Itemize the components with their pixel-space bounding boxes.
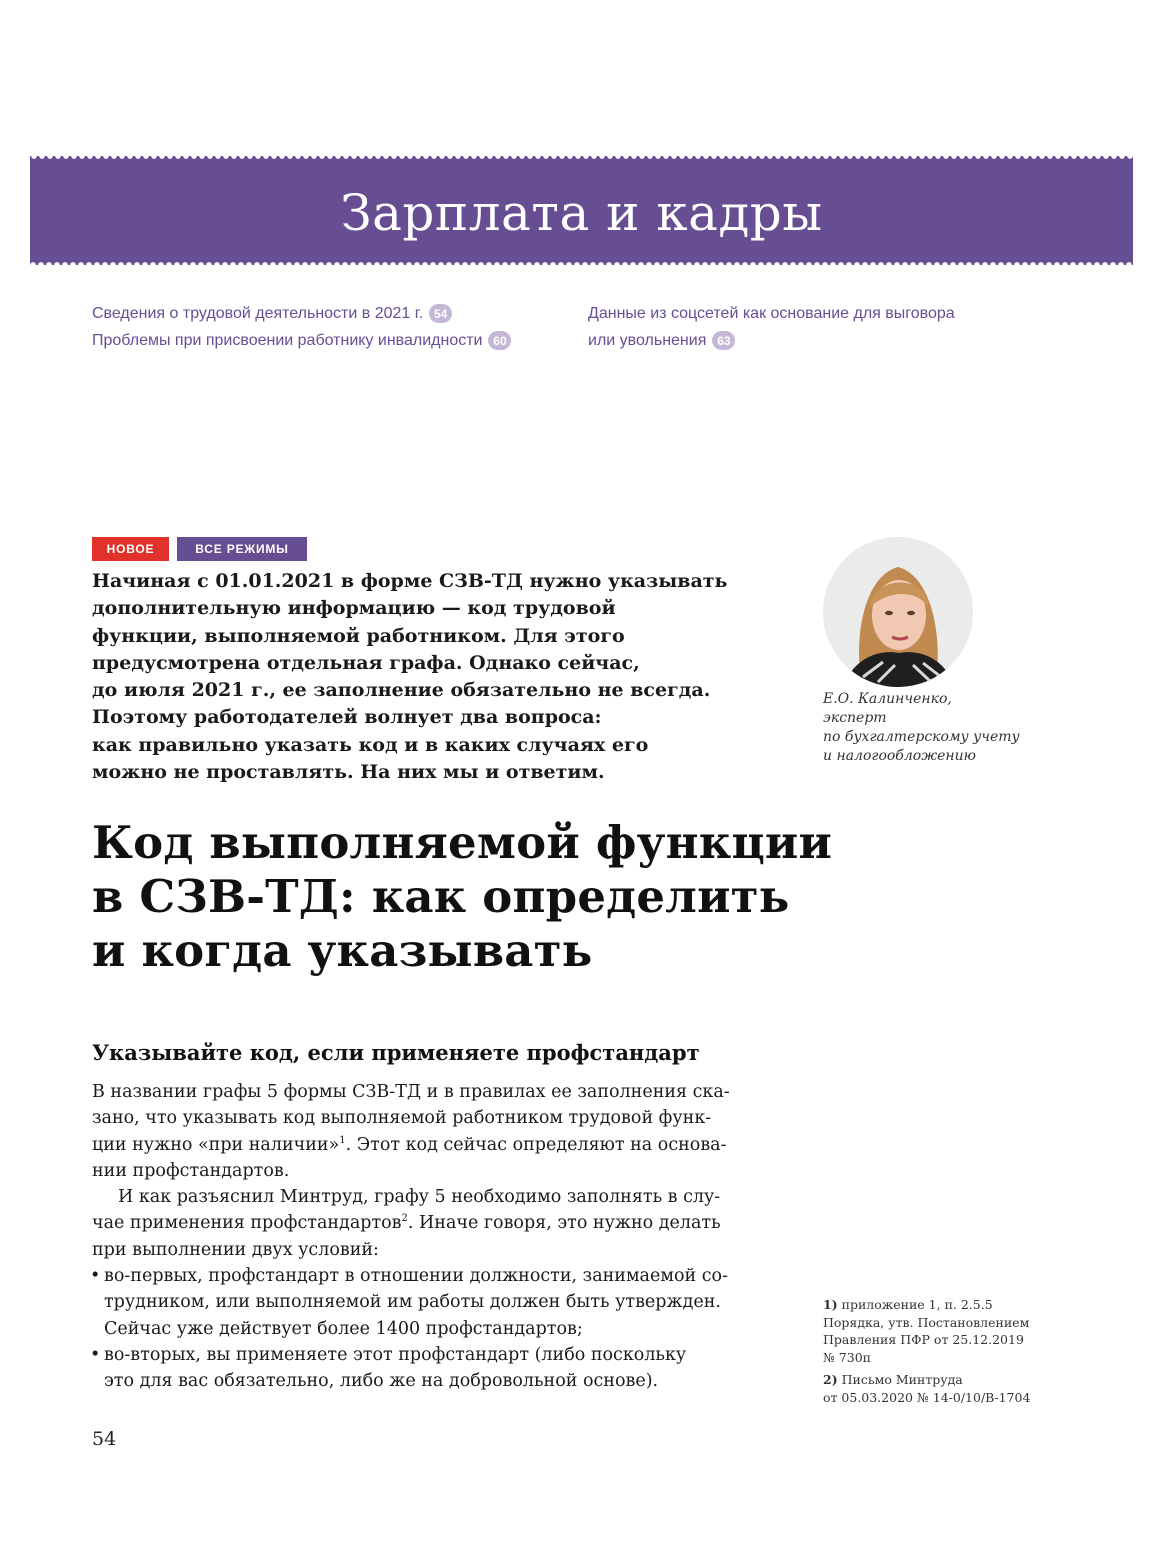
footnote-ref[interactable]: 1 [339, 1134, 346, 1146]
body-line: нии профстандартов. [92, 1160, 290, 1181]
toc-page-badge: 63 [712, 331, 735, 350]
tag-all-modes: ВСЕ РЕЖИМЫ [177, 537, 307, 561]
footnote-number: 2) [823, 1372, 838, 1387]
lead-line: дополнительную информацию — код трудовой [92, 597, 616, 620]
body-line: при выполнении двух условий: [92, 1239, 379, 1260]
toc-item-label: Проблемы при присвоении работнику инвалидности [92, 331, 483, 349]
footnotes [823, 1296, 1063, 1411]
toc-page-badge: 60 [488, 331, 511, 350]
toc-item[interactable] [92, 300, 511, 327]
body-line: И как разъяснил Минтруд, графу 5 необходимо заполнять в слу- [118, 1187, 721, 1208]
footnote-ref[interactable]: 2 [401, 1213, 408, 1225]
toc-item-label: Данные из соцсетей как основание для выговора [588, 304, 955, 322]
lead-line: Начиная с 01.01.2021 в форме СЗВ-ТД нужно указывать [92, 570, 728, 592]
headline-line: Код выполняемой функции [92, 816, 833, 869]
footnote-number: 1) [823, 1297, 838, 1312]
article-headline [92, 816, 832, 978]
section-banner [30, 156, 1133, 265]
lead-line: как правильно указать код и в каких случаях его [92, 733, 649, 756]
author-portrait-icon [823, 537, 973, 687]
toc-item[interactable] [92, 327, 511, 354]
headline-line: в СЗВ-ТД: как определить [92, 870, 790, 923]
headline-line: и когда указывать [92, 924, 593, 977]
body-text: . Этот код сейчас определяют на основа- [345, 1134, 727, 1155]
body-line: зано, что указывать код выполняемой работником трудовой функ- [92, 1108, 712, 1129]
footnote-text: Письмо Минтруда [841, 1372, 963, 1387]
toc-item-continued[interactable] [588, 327, 955, 354]
bullet-line: Сейчас уже действует более 1400 профстандартов; [104, 1318, 583, 1339]
tag-new: НОВОЕ [92, 537, 169, 561]
toc-item-label: или увольнения [588, 331, 707, 349]
footnote [823, 1371, 1063, 1406]
lead-line: Поэтому работодателей волнует два вопроса: [92, 706, 602, 729]
body-line [92, 1132, 772, 1158]
body-line [92, 1210, 772, 1236]
bullet-line: это для вас обязательно, либо же на добровольной основе). [104, 1371, 659, 1392]
body-text: . Иначе говоря, это нужно делать [407, 1213, 721, 1234]
lead-line: функции, выполняемой работником. Для этого [92, 624, 625, 647]
footnote-text: от 05.03.2020 № 14-0/10/В-1704 [823, 1389, 1031, 1405]
body-text: ции нужно «при наличии» [92, 1134, 340, 1155]
section-title: Зарплата и кадры [340, 183, 823, 242]
footnote-text: Порядка, утв. Постановлением [823, 1314, 1030, 1330]
toc-item-label: Сведения о трудовой деятельности в 2021 г. [92, 304, 424, 322]
article-lead [92, 568, 772, 786]
toc-left [92, 300, 511, 354]
footnote-text: приложение 1, п. 2.5.5 [841, 1297, 993, 1312]
author-role: и налогообложению [823, 748, 976, 764]
lead-line: предусмотрена отдельная графа. Однако сейчас, [92, 651, 640, 674]
bullet-line: • во-первых, профстандарт в отношении должности, занимаемой со- [92, 1263, 772, 1289]
article-body [92, 1079, 772, 1395]
author-role: эксперт [823, 710, 887, 726]
bullet-line: трудником, или выполняемой им работы должен быть утвержден. [104, 1292, 721, 1313]
author-role: по бухгалтерскому учету [823, 729, 1020, 745]
toc-page-badge: 54 [429, 304, 452, 323]
footnote [823, 1296, 1063, 1366]
body-line: В названии графы 5 формы СЗВ-ТД и в правилах ее заполнения ска- [92, 1082, 730, 1102]
footnote-text: Правления ПФР от 25.12.2019 [823, 1332, 1024, 1347]
body-text: чае применения профстандартов [92, 1213, 402, 1234]
article-tags [92, 537, 307, 561]
bullet-line: • во-вторых, вы применяете этот профстандарт (либо поскольку [92, 1342, 772, 1368]
author-photo [823, 537, 973, 687]
toc-right [588, 300, 955, 354]
author-caption [823, 690, 1020, 766]
section-subheading: Указывайте код, если применяете профстандарт [92, 1040, 700, 1065]
lead-line: можно не проставлять. На них мы и ответим. [92, 761, 605, 784]
toc-item[interactable] [588, 300, 955, 327]
lead-line: до июля 2021 г., ее заполнение обязательно не всегда. [92, 679, 711, 702]
page-number: 54 [92, 1428, 117, 1450]
author-name: Е.О. Калинченко, [823, 691, 952, 707]
footnote-text: № 730п [823, 1349, 871, 1365]
